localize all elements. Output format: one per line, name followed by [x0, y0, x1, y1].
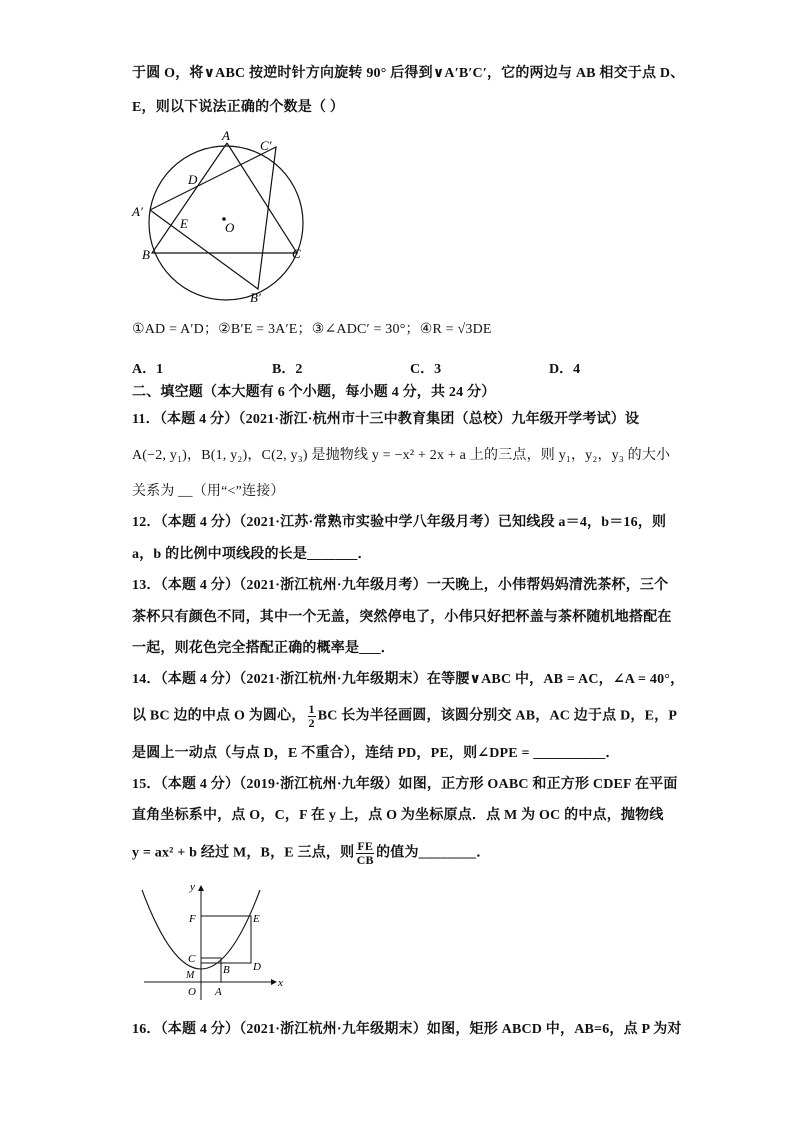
q13-line3: 一起，则花色完全搭配正确的概率是___．	[132, 641, 395, 656]
q14-line2-a: 以 BC 边的中点 O 为圆心，	[132, 708, 306, 724]
option-a: A．1	[132, 362, 164, 377]
q15-line2: 直角坐标系中，点 O，C，F 在 y 上，点 O 为坐标原点．点 M 为 OC 的中点，抛物线	[132, 808, 664, 823]
option-d: D．4	[549, 362, 581, 377]
label-O: O	[188, 986, 196, 998]
label-D: D	[188, 172, 198, 187]
q13-line2: 茶杯只有颜色不同，其中一个无盖，突然停电了，小伟只好把杯盖与茶杯随机地搭配在	[132, 610, 672, 625]
q11-line2: A(−2, y₁)，B(1, y₂)，C(2, y₃) 是抛物线 y = −x² + 2x + a 上的三点，则 y₁，y₂，y₃ 的大小	[132, 448, 671, 463]
option-b: B．2	[272, 362, 303, 377]
q13-line1: 13．（本题 4 分）（2021·浙江杭州·九年级月考）一天晚上，小伟帮妈妈清洗茶杯，三个	[132, 578, 669, 593]
label-E: E	[180, 216, 188, 231]
label-Cp: C′	[260, 138, 272, 153]
circle-triangle-figure	[130, 128, 320, 308]
q15-fraction	[356, 840, 374, 867]
label-A: A	[215, 986, 222, 998]
q15-line3	[132, 840, 490, 867]
q10-line2: E，则以下说法正确的个数是（ ）	[132, 100, 345, 115]
q12-line2: a，b 的比例中项线段的长是_______．	[132, 547, 372, 562]
q15-line3-a: y = ax² + b 经过 M，B，E 三点，则	[132, 845, 355, 861]
square-cdef	[201, 916, 251, 963]
label-C: C	[292, 246, 301, 261]
label-M: M	[186, 970, 195, 981]
section-title: 二、填空题（本大题有 6 个小题，每小题 4 分，共 24 分）	[132, 385, 496, 400]
q14-fraction	[308, 703, 316, 730]
q12-line1: 12．（本题 4 分）（2021·江苏·常熟市实验中学八年级月考）已知线段 a＝4，b＝16，则	[132, 515, 667, 530]
label-A: A	[222, 128, 230, 143]
label-x: x	[278, 977, 283, 989]
q15-line1: 15．（本题 4 分）（2019·浙江杭州·九年级）如图，正方形 OABC 和正方形 CDEF 在平面	[132, 777, 678, 792]
label-Bp: B′	[250, 290, 261, 305]
q14-line2	[132, 703, 677, 730]
q11-line3: 关系为 __（用“<”连接）	[132, 484, 285, 499]
parabola-figure	[140, 878, 290, 1003]
label-y: y	[190, 881, 195, 893]
q14-line1: 14．（本题 4 分）（2021·浙江杭州·九年级期末）在等腰∨ABC 中，AB = AC，∠A = 40°，	[132, 672, 685, 687]
label-B: B	[142, 247, 150, 262]
q15-line3-b: 的值为________．	[376, 845, 491, 861]
label-Ap: A′	[132, 204, 143, 219]
q15-frac-num: FE	[357, 839, 374, 853]
label-D: D	[253, 961, 261, 973]
q14-line2-b: BC 长为半径画圆，该圆分别交 AB，AC 边于点 D，E，P	[317, 708, 678, 724]
q14-frac-num: 1	[308, 702, 315, 716]
option-c: C．3	[410, 362, 442, 377]
q16-line1: 16．（本题 4 分）（2021·浙江杭州·九年级期末）如图，矩形 ABCD 中，AB=6，点 P 为对	[132, 1022, 682, 1037]
q10-line1: 于圆 O，将∨ABC 按逆时针方向旋转 90° 后得到∨A′B′C′，它的两边与 AB 相交于点 D、	[132, 66, 685, 81]
q14-frac-den: 2	[308, 716, 315, 730]
label-B: B	[223, 964, 230, 976]
triangle-apbpcp	[150, 147, 276, 289]
q11-line1: 11．（本题 4 分）（2021·浙江·杭州市十三中教育集团（总校）九年级开学考试）设	[132, 412, 640, 427]
square-oabc	[201, 958, 221, 982]
label-E: E	[253, 913, 260, 925]
q15-frac-den: CB	[356, 853, 374, 867]
q10-statements: ①AD = A′D；②B′E = 3A′E；③∠ADC′ = 30°；④R = √3DE	[132, 322, 492, 337]
q14-line3: 是圆上一动点（与点 D，E 不重合），连结 PD，PE，则∠DPE = __________．	[132, 746, 620, 761]
label-C: C	[188, 953, 196, 965]
label-F: F	[189, 913, 196, 925]
label-O: O	[225, 220, 235, 235]
